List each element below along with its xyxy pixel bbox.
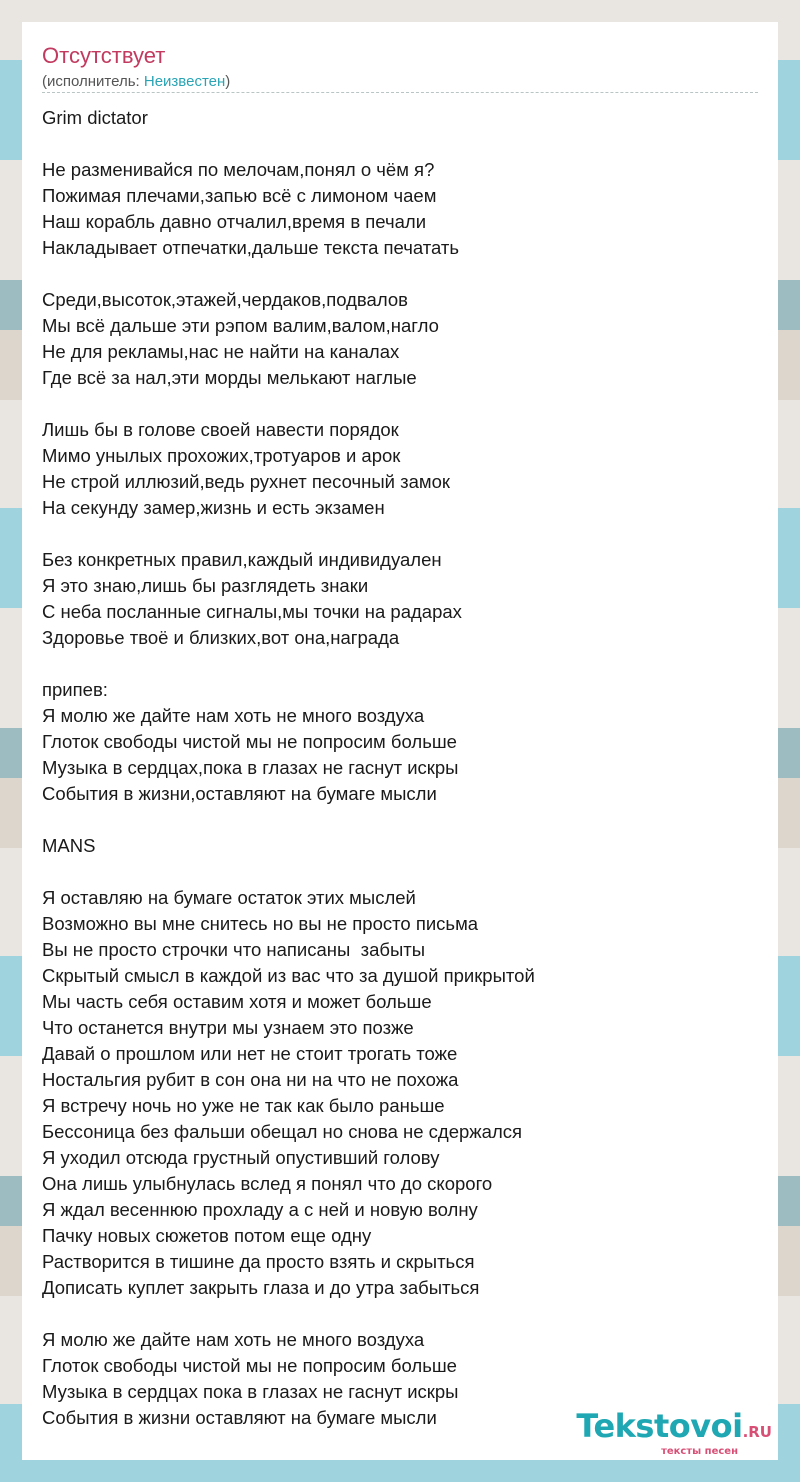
artist-prefix: (исполнитель:: [42, 73, 144, 90]
logo-tld: .RU: [742, 1423, 772, 1441]
logo-name: Tekstovoi: [576, 1407, 743, 1445]
lyrics-text: Grim dictator Не разменивайся по мелочам,понял о чём я? Пожимая плечами,запью всё с лимоном чаем Наш корабль давно отчалил,время в печали Накладывает отпечатки,дальше текста печатать Среди,высоток,этажей,чердаков,подвалов Мы всё дальше эти рэпом валим,валом,нагло Не для рекламы,нас не найти на каналах Где всё за нал,эти морды мелькают наглые Лишь бы в голове своей навести порядок Мимо унылых прохожих,тротуаров и арок Не строй иллюзий,ведь рухнет песочный замок На секунду замер,жизнь и есть экзамен Без конкретных правил,каждый индивидуален Я это знаю,лишь бы разглядеть знаки С неба посланные сигналы,мы точки на радарах Здоровье твоё и близких,вот она,награда припев: Я молю же дайте нам хоть не много воздуха Глоток свободы чистой мы не попросим больше Музыка в сердцах,пока в глазах не гаснут искры События в жизни,оставляют на бумаге мысли MANS Я оставляю на бумаге остаток этих мыслей Возможно вы мне снитесь но вы не просто письма Вы не просто строчки что написаны забыты Скрытый смысл в каждой из вас что за душой прикрытой Мы часть себя оставим хотя и может больше Что останется внутри мы узнаем это позже Давай о прошлом или нет не стоит трогать тоже Ностальгия рубит в сон она ни на что не похожа Я встречу ночь но уже не так как было раньше Бессоница без фальши обещал но снова не сдержался Я уходил отсюда грустный опустивший голову Она лишь улыбнулась вслед я понял что до скорого Я ждал весеннюю прохладу а с ней и новую волну Пачку новых сюжетов потом еще одну Растворится в тишине да просто взять и скрыться Дописать куплет закрыть глаза и до утра забыться Я молю же дайте нам хоть не много воздуха Глоток свободы чистой мы не попросим больше Музыка в сердцах пока в глазах не гаснут искры События в жизни оставляют на бумаге мысли: [42, 107, 535, 1428]
logo-wordmark: [576, 1409, 772, 1450]
lyrics-panel: [22, 22, 778, 1460]
title-divider: [42, 92, 758, 93]
artist-link[interactable]: Неизвестен: [143, 73, 226, 90]
artist-line: [42, 72, 230, 92]
artist-suffix: ): [225, 73, 231, 90]
site-logo[interactable]: [576, 1409, 772, 1458]
song-title: Отсутствует: [42, 43, 166, 68]
logo-tagline: тексты песен: [661, 1446, 738, 1457]
